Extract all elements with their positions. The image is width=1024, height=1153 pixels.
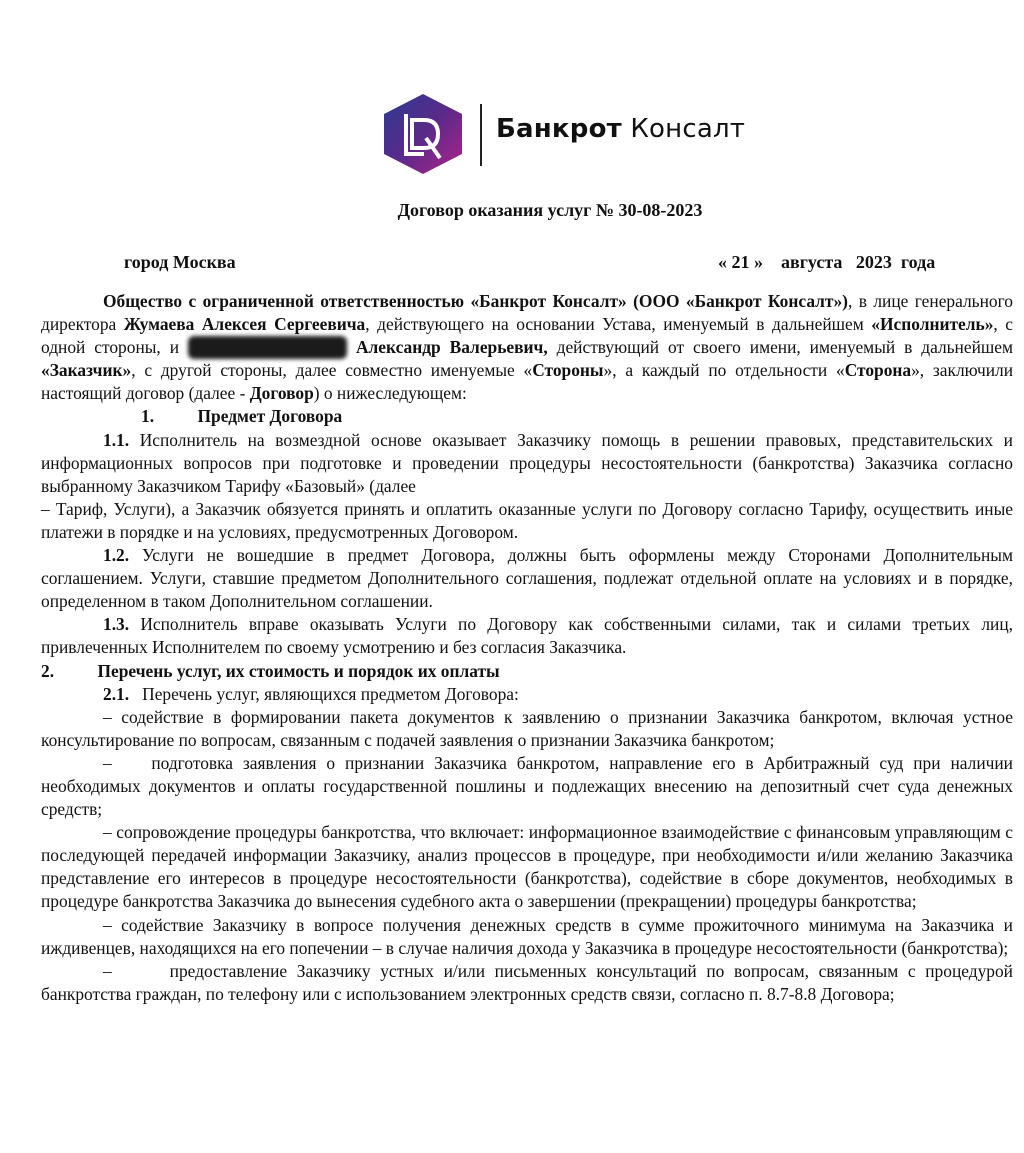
section-2-heading: 2. Перечень услуг, их стоимость и порядок их оплаты xyxy=(41,660,500,681)
document-title: Договор оказания услуг № 30-08-2023 xyxy=(397,200,703,220)
clause-1-2: 1.2. Услуги не вошедшие в предмет Договора, должны быть оформлены между Сторонами Дополнительным соглашением. Услуги, ставшие предметом Дополнительного соглашения, подлежат отдельной оплате на условиях и в порядке, определенном в таком Дополнительном соглашении. xyxy=(41,545,1013,612)
list-item: – содействие в формировании пакета документов к заявлению о признании Заказчика банкротом, включая устное консультирование по вопросам, связанным с подачей заявления о признании Заказчика банкротом; xyxy=(41,706,1013,750)
intro-paragraph: Общество с ограниченной ответственностью «Банкрот Консалт» (ООО «Банкрот Консалт»), в лице генерального директора Жумаева Алексея Сергеевича, действующего на основании Устава, именуемый в дальнейшем «Исполнитель», с одной стороны, и Александр Валерьевич, действующий от своего имени, именуемый в дальнейшем «Заказчик», с другой стороны, далее совместно именуемые «Стороны», а каждый по отдельности «Сторона», заключили настоящий договор (далее - Договор) о нижеследующем: xyxy=(41,291,1014,404)
company-logo xyxy=(380,92,746,192)
list-item: – подготовка заявления о признании Заказчика банкротом, направление его в Арбитражный суд при наличии необходимых документов и оплаты государственной пошлины и подлежащих внесению на депозитный счет суда денежных средств; xyxy=(41,752,1018,820)
clause-1-1: 1.1. Исполнитель на возмездной основе оказывает Заказчику помощь в решении правовых, представительских и информационных вопросов при подготовке и проведении процедуры несостоятельности (банкротства) Заказчика согласно выбранному Заказчиком Тарифу «Базовый» (далее xyxy=(41,429,1013,496)
clause-2-1: 2.1. Перечень услуг, являющихся предметом Договора: xyxy=(103,683,519,704)
list-item: – сопровождение процедуры банкротства, что включает: информационное взаимодействие с финансовым управляющим с последующей передачей информации Заказчику, анализ процессов в процедуре, при необходимости и/или желанию Заказчика представление его интересов в процедуре несостоятельности (банкротства), содействие в сборе документов, необходимых в процедуре банкротства Заказчика до вынесения судебного акта о завершении (прекращении) процедуры банкротства; xyxy=(41,822,1013,912)
list-item: – предоставление Заказчику устных и/или письменных консультаций по вопросам, связанным с процедурой банкротства граждан, по телефону или с использованием электронных средств связи, согласно п. 8.7-8.8 Договора; xyxy=(41,960,1018,1004)
redacted-name xyxy=(188,336,347,359)
clause-1-3: 1.3. Исполнитель вправе оказывать Услуги по Договору как собственными силами, так и силами третьих лиц, привлеченных Исполнителем по своему усмотрению и без согласия Заказчика. xyxy=(41,614,1013,658)
clause-1-1-continued: – Тариф, Услуги), а Заказчик обязуется принять и оплатить оказанные услуги по Договору согласно Тарифу, осуществить иные платежи в порядке и на условиях, предусмотренных Договором. xyxy=(41,498,1013,542)
logo-separator xyxy=(480,104,482,166)
document-body xyxy=(41,290,1018,1006)
logo-wordmark: Банкрот Консалт xyxy=(496,114,746,144)
list-item: – содействие Заказчику в вопросе получения денежных средств в сумме прожиточного минимума на Заказчика и иждивенцев, находящихся на его попечении – в случае наличия дохода у Заказчика в процедуре несостоятельности (банкротства); xyxy=(41,914,1013,958)
section-1-heading: 1. Предмет Договора xyxy=(141,406,343,427)
logo-hexagon-icon xyxy=(380,92,466,176)
contract-city: город Москва xyxy=(124,252,236,272)
contract-date: « 21 » августа 2023 года xyxy=(718,252,936,272)
